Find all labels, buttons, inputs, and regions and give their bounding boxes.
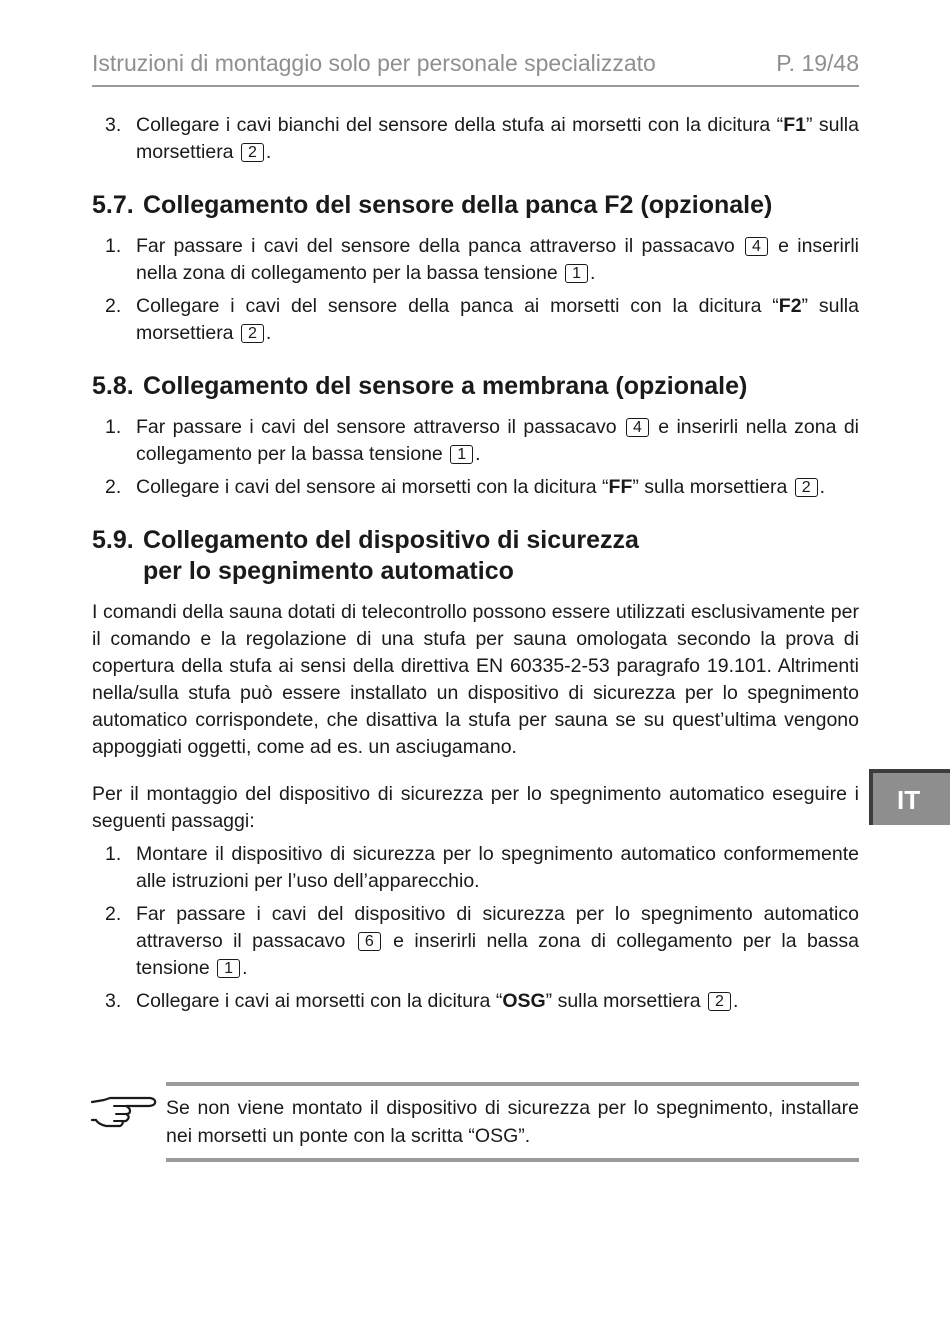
text: . [475, 443, 481, 465]
text: ” sulla morsettiera [136, 114, 859, 163]
list-item [92, 112, 859, 166]
section-number: 5.8. [92, 372, 134, 400]
reference-number: 1 [450, 445, 473, 464]
section-title: Collegamento del sensore della panca F2 (opzionale) [143, 191, 773, 219]
text: ” sulla morsettiera [545, 990, 707, 1012]
list-number: 2. [105, 295, 122, 317]
text: . [590, 262, 596, 284]
section-title: Collegamento del sensore a membrana (opzionale) [143, 372, 748, 400]
s57-list [92, 233, 859, 347]
text: Montare il dispositivo di sicurezza per lo spegnimento automatico conformemente alle istruzioni per l’uso dell’apparecchio. [136, 843, 859, 892]
text: e inserirli nella zona di collegamento per la bassa tensione [136, 416, 859, 465]
section-heading-5-7 [92, 190, 859, 221]
list-item [92, 841, 859, 895]
main-content [92, 112, 859, 1021]
paragraph: Per il montaggio del dispositivo di sicurezza per lo spegnimento automatico eseguire i seguenti passaggi: [92, 783, 859, 832]
reference-number: 2 [241, 324, 264, 343]
list-number: 3. [105, 990, 122, 1012]
section-number: 5.7. [92, 191, 134, 219]
text: e inserirli nella zona di collegamento per la bassa tensione [136, 235, 860, 284]
terminal-label: F2 [778, 295, 802, 317]
s59-list [92, 841, 859, 1015]
list-item [92, 474, 859, 501]
terminal-label: OSG [502, 990, 546, 1012]
list-number: 2. [105, 476, 122, 498]
reference-number: 4 [745, 237, 768, 256]
text: Collegare i cavi del sensore della panca ai morsetti con la dicitura “ [136, 295, 779, 317]
page-header [92, 47, 859, 87]
reference-number: 2 [241, 143, 264, 162]
text: e inserirli nella zona di collegamento per la bassa tensione [136, 930, 859, 979]
list-item [92, 901, 859, 982]
list-item [92, 293, 859, 347]
terminal-label: F1 [783, 114, 806, 136]
list-item [92, 233, 859, 287]
language-tab: IT [869, 769, 950, 825]
text: . [242, 957, 248, 979]
text: Collegare i cavi bianchi del sensore della stufa ai morsetti con la dicitura “ [136, 114, 784, 136]
pointing-hand-icon [90, 1092, 160, 1128]
paragraph: I comandi della sauna dotati di telecontrollo possono essere utilizzati esclusivamente per il comando e la regolazione di una stufa per sauna omologata secondo la prova di copertura della stufa ai sensi della direttiva EN 60335-2-53 paragrafo 19.101. Altrimenti nella/sulla stufa può essere installato un dispositivo di sicurezza per lo spegnimento automatico corrispondete, che disattiva la stufa per sauna se su quest’ultima vengono appoggiati oggetti, come ad es. un asciugamano. [92, 601, 859, 758]
reference-number: 1 [217, 959, 240, 978]
reference-number: 4 [626, 418, 649, 437]
text: . [732, 990, 739, 1012]
list-item [92, 414, 859, 468]
note-text: Se non viene montato il dispositivo di sicurezza per lo spegnimento, installare nei morsetti un ponte con la scritta “OSG”. [166, 1097, 859, 1147]
list-item [92, 988, 859, 1015]
section-heading-5-8 [92, 371, 859, 402]
list-number: 1. [105, 843, 122, 865]
terminal-label: FF [608, 476, 633, 498]
text: Far passare i cavi del dispositivo di sicurezza per lo spegnimento automatico attraverso il passacavo [136, 903, 859, 952]
note-box [166, 1082, 859, 1162]
section-number: 5.9. [92, 526, 134, 554]
list-number: 1. [105, 235, 122, 257]
section-title: Collegamento del dispositivo di sicurezza [143, 526, 639, 554]
text: ” sulla morsettiera [136, 295, 859, 344]
text: . [819, 476, 826, 498]
list-number: 1. [105, 416, 122, 438]
text: Collegare i cavi ai morsetti con la dicitura “ [136, 990, 503, 1012]
intro-list [92, 112, 859, 166]
text: . [265, 141, 272, 163]
reference-number: 6 [358, 932, 381, 951]
reference-number: 1 [565, 264, 588, 283]
text: ” sulla morsettiera [632, 476, 793, 498]
s58-list [92, 414, 859, 501]
list-number: 3. [105, 114, 122, 136]
reference-number: 2 [795, 478, 818, 497]
header-title: Istruzioni di montaggio solo per personale specializzato [92, 50, 656, 76]
text: Far passare i cavi del sensore attraverso il passacavo [136, 416, 624, 438]
text: Collegare i cavi del sensore ai morsetti con la dicitura “ [136, 476, 609, 498]
text: . [265, 322, 272, 344]
section-title-line-2: per lo spegnimento automatico [143, 557, 514, 585]
page-number: P. 19/48 [776, 50, 859, 76]
section-heading-5-9 [92, 525, 859, 587]
text: Far passare i cavi del sensore della panca attraverso il passacavo [136, 235, 743, 257]
list-number: 2. [105, 903, 122, 925]
reference-number: 2 [708, 992, 731, 1011]
